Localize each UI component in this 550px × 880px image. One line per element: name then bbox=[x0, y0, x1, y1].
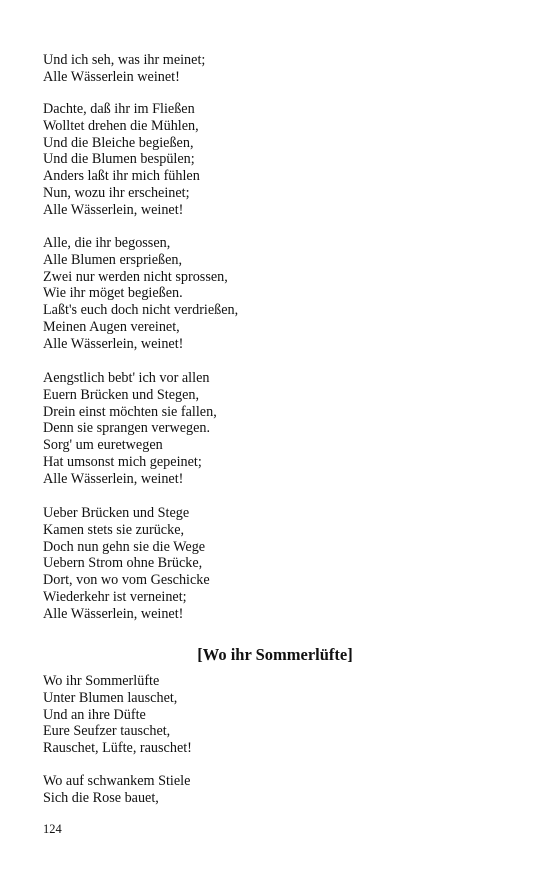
verse-line: Laßt's euch doch nicht verdrießen, bbox=[43, 302, 239, 319]
verse-line: Wolltet drehen die Mühlen, bbox=[43, 117, 199, 134]
verse-line: Drein einst möchten sie fallen, bbox=[43, 403, 217, 420]
verse-line: Hat umsonst mich gepeinet; bbox=[43, 453, 202, 470]
verse-line: Wiederkehr ist verneinet; bbox=[43, 588, 187, 605]
verse-line: Meinen Augen vereinet, bbox=[43, 318, 180, 335]
verse-line: Alle Wässerlein weinet! bbox=[43, 68, 180, 85]
verse-line: Alle Blumen ersprießen, bbox=[43, 251, 183, 268]
verse-line: Sich die Rose bauet, bbox=[43, 789, 159, 806]
verse-line: Alle Wässerlein, weinet! bbox=[43, 605, 184, 622]
verse-line: Und die Blumen bespülen; bbox=[43, 151, 195, 168]
stanza-5 bbox=[43, 505, 503, 623]
verse-line: Und die Bleiche begießen, bbox=[43, 134, 194, 151]
verse-line: Alle Wässerlein, weinet! bbox=[43, 335, 184, 352]
stanza-4 bbox=[43, 370, 503, 488]
verse-line: Alle Wässerlein, weinet! bbox=[43, 201, 184, 218]
verse-line: Rauschet, Lüfte, rauschet! bbox=[43, 740, 192, 757]
verse-line: Euern Brücken und Stegen, bbox=[43, 386, 200, 403]
verse-line: Alle, die ihr begossen, bbox=[43, 235, 171, 251]
poem-title: [Wo ihr Sommerlüfte] bbox=[197, 645, 353, 664]
stanza-2 bbox=[43, 101, 503, 219]
verse-line: Kamen stets sie zurücke, bbox=[43, 521, 185, 538]
verse-line: Nun, wozu ihr erscheinet; bbox=[43, 184, 190, 201]
verse-line: Und an ihre Düfte bbox=[43, 706, 146, 723]
verse-line: Anders laßt ihr mich fühlen bbox=[43, 168, 200, 185]
verse-line: Alle Wässerlein, weinet! bbox=[43, 470, 184, 487]
verse-line: Eure Seufzer tauschet, bbox=[43, 723, 171, 740]
stanza-7 bbox=[43, 773, 503, 807]
verse-line: Uebern Strom ohne Brücke, bbox=[43, 555, 203, 572]
page-number: 124 bbox=[43, 822, 62, 836]
verse-line: Wie ihr möget begießen. bbox=[43, 285, 183, 302]
verse-line: Aengstlich bebt' ich vor allen bbox=[43, 370, 210, 386]
stanza-1 bbox=[43, 52, 503, 86]
verse-line: Unter Blumen lauschet, bbox=[43, 689, 178, 706]
verse-line: Und ich seh, was ihr meinet; bbox=[43, 52, 206, 68]
stanza-6 bbox=[43, 673, 503, 757]
verse-line: Dort, von wo vom Geschicke bbox=[43, 572, 210, 589]
verse-line: Wo ihr Sommerlüfte bbox=[43, 673, 160, 689]
verse-line: Doch nun gehn sie die Wege bbox=[43, 538, 206, 555]
stanza-3 bbox=[43, 235, 503, 353]
verse-line: Zwei nur werden nicht sprossen, bbox=[43, 268, 228, 285]
verse-line: Ueber Brücken und Stege bbox=[43, 505, 190, 521]
verse-line: Sorg' um euretwegen bbox=[43, 437, 163, 454]
verse-line: Dachte, daß ihr im Fließen bbox=[43, 101, 195, 117]
verse-line: Wo auf schwankem Stiele bbox=[43, 773, 191, 789]
verse-line: Denn sie sprangen verwegen. bbox=[43, 420, 211, 437]
